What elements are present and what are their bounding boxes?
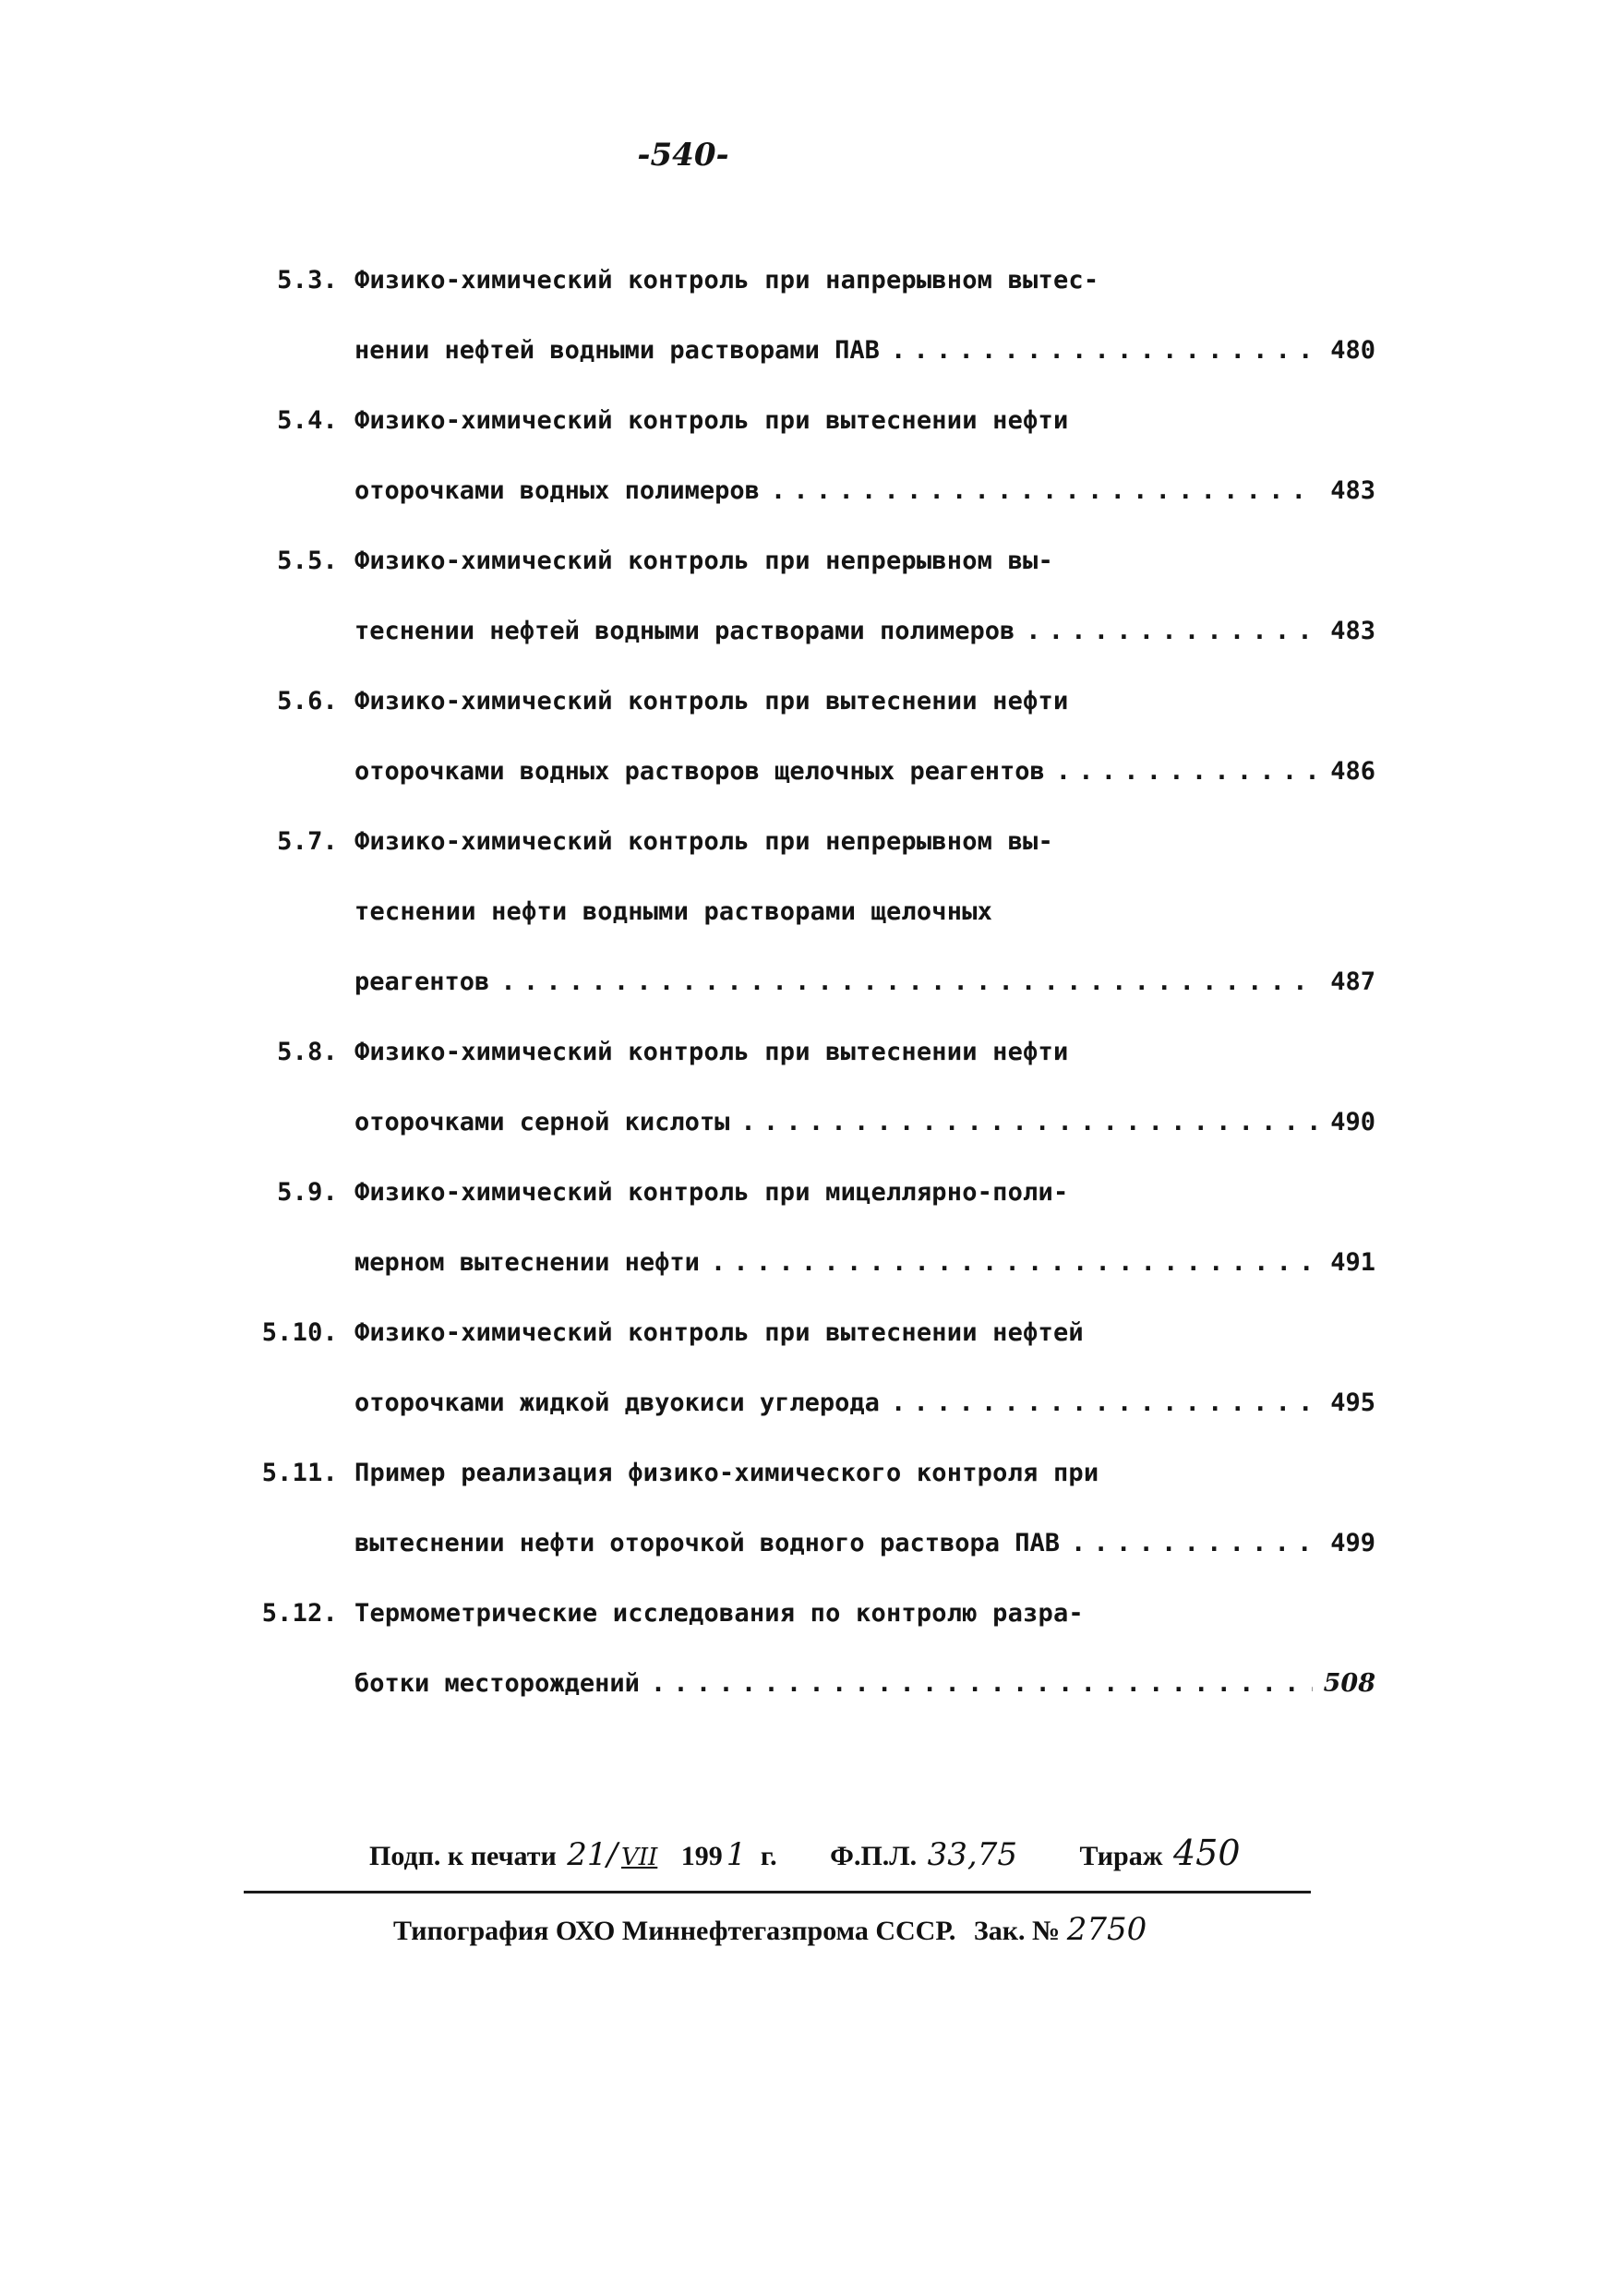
toc-entry-last-line: [354, 964, 1375, 1001]
dot-leader: [711, 1244, 1319, 1281]
toc-page-reference: 483: [1330, 617, 1375, 645]
toc-entry-last-line: [354, 1665, 1375, 1702]
dot-leader: [740, 1104, 1319, 1141]
toc-entry-text: Термометрические исследования по контролю разра-: [354, 1599, 1084, 1628]
toc-entry-text: теснении нефтей водными растворами полимеров: [354, 617, 1015, 645]
toc-section-number: 5.11.: [261, 1459, 338, 1487]
dot-leader: [500, 964, 1319, 1001]
signed-date: 21/ VII: [567, 1836, 658, 1873]
toc-entry-text: Физико-химический контроль при вытеснении нефти: [354, 406, 1069, 435]
toc-entry-text: нении нефтей водными растворами ПАВ: [354, 336, 880, 365]
toc-entry-heading-line: [0, 403, 1621, 439]
dot-leader: [891, 1385, 1319, 1422]
sheets-label: Ф.П.Л.: [830, 1841, 918, 1871]
toc-page-reference: 487: [1330, 968, 1375, 996]
toc-entry-last-line: [354, 613, 1375, 650]
toc-entry-heading-line: [0, 543, 1621, 580]
toc-page-reference: 483: [1330, 476, 1375, 505]
imprint-signed-row: [369, 1833, 1244, 1873]
toc-entry-heading-line: [0, 1034, 1621, 1071]
signed-year: 199 1: [680, 1836, 747, 1873]
order-value: 2750: [1066, 1911, 1147, 1948]
toc-page-reference: 486: [1330, 757, 1375, 786]
toc-page-reference: 495: [1330, 1388, 1375, 1417]
toc-section-number: 5.3.: [277, 266, 338, 295]
toc-entry-text: теснении нефти водными растворами щелочных: [354, 897, 993, 926]
toc-entry-text: Физико-химический контроль при непрерывном вы-: [354, 547, 1053, 575]
imprint-rule: [244, 1891, 1311, 1893]
toc-section-number: 5.8.: [277, 1038, 338, 1066]
toc-section-number: 5.12.: [261, 1599, 338, 1628]
sheets-value: 33,75: [927, 1836, 1017, 1873]
toc-section-number: 5.10.: [261, 1318, 338, 1347]
toc-entry-text: оторочками серной кислоты: [354, 1108, 730, 1136]
toc-entry-last-line: [354, 473, 1375, 510]
page-number: -540-: [637, 137, 729, 174]
toc-section-number: 5.9.: [277, 1178, 338, 1207]
toc-entry-text: Физико-химический контроль при непрерывном вы-: [354, 827, 1053, 856]
toc-section-number: 5.7.: [277, 827, 338, 856]
dot-leader: [1071, 1525, 1319, 1562]
dot-leader: [1056, 753, 1319, 790]
toc-page-reference: 499: [1330, 1529, 1375, 1557]
toc-entry-last-line: [354, 332, 1375, 369]
toc-entry-heading-line: [0, 1174, 1621, 1211]
run-label: Тираж: [1079, 1841, 1163, 1871]
printer-name: Типография ОХО Миннефтегазпрома СССР.: [393, 1916, 956, 1946]
toc-entry-heading-line: [0, 1595, 1621, 1632]
toc-page-reference: 508: [1323, 1669, 1375, 1698]
year-unit: г.: [760, 1841, 777, 1871]
toc-entry-text: Физико-химический контроль при мицеллярно-поли-: [354, 1178, 1069, 1207]
toc-section-number: 5.4.: [277, 406, 338, 435]
toc-entry-heading-line: [0, 823, 1621, 860]
signed-month: VII: [620, 1844, 658, 1871]
toc-entry-heading-line: [0, 683, 1621, 720]
toc-entry-last-line: [354, 1104, 1375, 1141]
toc-entry-heading-line: [0, 262, 1621, 299]
toc-entry-heading-line: [0, 1315, 1621, 1352]
toc-entry-text: оторочками жидкой двуокиси углерода: [354, 1388, 880, 1417]
toc-section-number: 5.6.: [277, 687, 338, 715]
toc-page-reference: 480: [1330, 336, 1375, 365]
dot-leader: [651, 1665, 1313, 1702]
toc-entry-heading-line: [0, 1455, 1621, 1492]
toc-entry-last-line: [354, 1525, 1375, 1562]
toc-page-reference: 491: [1330, 1248, 1375, 1277]
toc-entry-last-line: [354, 1244, 1375, 1281]
toc-section-number: 5.5.: [277, 547, 338, 575]
toc-entry-text: ботки месторождений: [354, 1669, 640, 1698]
toc-entry-text: вытеснении нефти оторочкой водного раствора ПАВ: [354, 1529, 1061, 1557]
toc-entry-text: Пример реализация физико-химического контроля при: [354, 1459, 1099, 1487]
imprint-printer-row: [393, 1911, 1147, 1948]
toc-entry-text: оторочками водных растворов щелочных реагентов: [354, 757, 1045, 786]
dot-leader: [1026, 613, 1319, 650]
toc-entry-text: оторочками водных полимеров: [354, 476, 760, 505]
toc-page-reference: 490: [1330, 1108, 1375, 1136]
order-label: Зак. №: [973, 1916, 1061, 1946]
toc-entry-text: реагентов: [354, 968, 490, 996]
dot-leader: [891, 332, 1319, 369]
signed-label: Подп. к печати: [369, 1841, 557, 1871]
run-value: 450: [1172, 1833, 1241, 1873]
toc-entry-text: Физико-химический контроль при напрерывном вытес-: [354, 266, 1099, 295]
dot-leader: [771, 473, 1319, 510]
toc-entry-text: Физико-химический контроль при вытеснении нефти: [354, 1038, 1069, 1066]
toc-entry-text: Физико-химический контроль при вытеснении нефти: [354, 687, 1069, 715]
toc-entry-continuation-line: [0, 894, 1621, 931]
toc-entry-last-line: [354, 753, 1375, 790]
toc-entry-text: мерном вытеснении нефти: [354, 1248, 700, 1277]
toc-entry-text: Физико-химический контроль при вытеснении нефтей: [354, 1318, 1084, 1347]
toc-entry-last-line: [354, 1385, 1375, 1422]
